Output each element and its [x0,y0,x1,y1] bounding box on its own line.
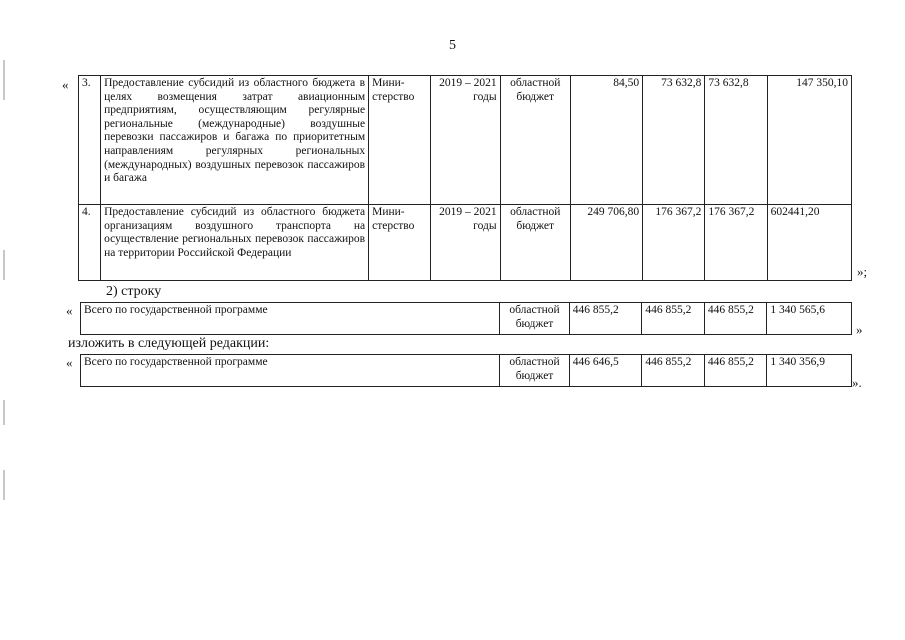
row-executor: Мини-стерство [369,205,431,281]
total-sum: 1 340 565,6 [767,303,852,335]
scan-edge-mark [3,400,5,425]
row-period: 2019 – 2021 годы [431,205,500,281]
table-row [81,303,852,335]
scan-edge-mark [3,250,5,280]
row-total: 147 350,10 [767,76,851,205]
new-total-table [80,354,852,387]
amendment-item-2: 2) строку [106,284,162,299]
program-items-table [78,75,852,281]
total-sum: 1 340 356,9 [767,355,852,387]
row-value-1: 249 706,80 [570,205,642,281]
page-number: 5 [449,38,456,53]
table-row [81,355,852,387]
quote-close: » [856,322,863,337]
row-value-2: 73 632,8 [643,76,705,205]
row-executor: Мини-стерство [369,76,431,205]
total-value-2: 446 855,2 [642,355,704,387]
total-source: областной бюджет [500,355,570,387]
total-label: Всего по государственной программе [81,303,500,335]
row-value-3: 73 632,8 [705,76,767,205]
row-source: областной бюджет [500,76,570,205]
quote-open: « [66,303,73,318]
row-description: Предоставление субсидий из областного бюджета организациям воздушного транспорта на осуществление региональных перевозок пассажиров на территории Российской Федерации [101,205,369,281]
restate-instruction: изложить в следующей редакции: [68,336,270,351]
quote-close: ». [852,375,862,390]
table-row [79,205,852,281]
scan-edge-mark [3,60,5,100]
row-total: 602441,20 [767,205,851,281]
quote-open: « [66,355,73,370]
quote-close: »; [857,264,868,279]
total-value-1: 446 646,5 [569,355,642,387]
old-total-table [80,302,852,335]
row-number: 3. [79,76,101,205]
total-value-1: 446 855,2 [569,303,642,335]
total-value-2: 446 855,2 [642,303,704,335]
table-row [79,76,852,205]
row-value-2: 176 367,2 [643,205,705,281]
row-description: Предоставление субсидий из областного бюджета в целях возмещения затрат авиационным предприятиям, осуществляющим регулярные региональные (международные) воздушные перевозки пассажиров и багажа по приоритетным направлениям регулярных региональных (международных) воздушных перевозок пассажиров и багажа [101,76,369,205]
row-period: 2019 – 2021 годы [431,76,500,205]
total-label: Всего по государственной программе [81,355,500,387]
quote-open: « [62,77,69,92]
row-value-1: 84,50 [570,76,642,205]
row-value-3: 176 367,2 [705,205,767,281]
total-value-3: 446 855,2 [704,303,766,335]
row-number: 4. [79,205,101,281]
scan-edge-mark [3,470,5,500]
row-source: областной бюджет [500,205,570,281]
total-value-3: 446 855,2 [704,355,766,387]
total-source: областной бюджет [500,303,570,335]
